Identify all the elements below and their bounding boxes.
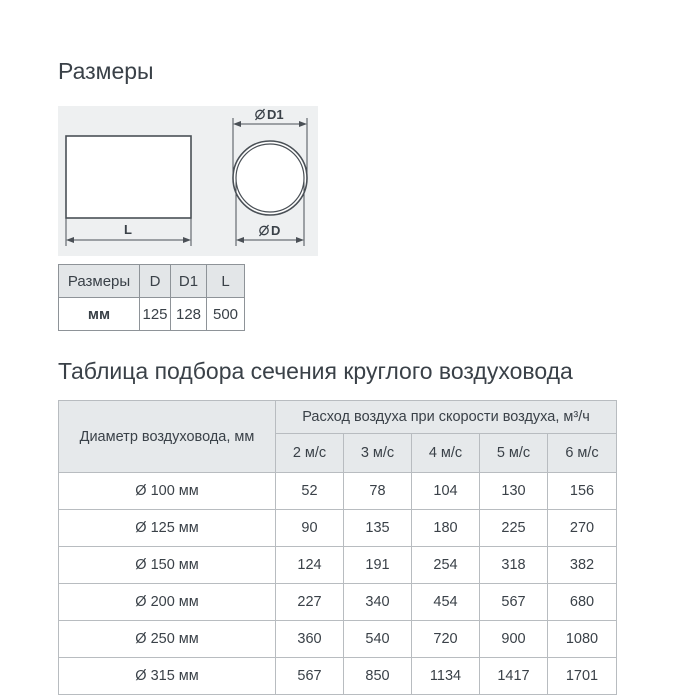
speed-header-cell: 3 м/с	[344, 434, 412, 473]
flow-cell: 52	[276, 473, 344, 510]
flow-cell: 1417	[480, 658, 548, 695]
table-row	[59, 621, 617, 658]
flow-cell: 454	[412, 584, 480, 621]
flow-cell: 540	[344, 621, 412, 658]
selection-title: Таблица подбора сечения круглого воздуховода	[58, 358, 573, 384]
diameter-cell: Ø 250 мм	[59, 621, 276, 658]
flow-cell: 900	[480, 621, 548, 658]
flow-cell: 720	[412, 621, 480, 658]
flow-cell: 180	[412, 510, 480, 547]
sizes-header-cell: Размеры	[59, 265, 140, 298]
flow-cell: 254	[412, 547, 480, 584]
flow-cell: 360	[276, 621, 344, 658]
flow-cell: 567	[480, 584, 548, 621]
diameter-header: Диаметр воздуховода, мм	[59, 401, 276, 473]
sizes-value-cell: 128	[171, 298, 207, 331]
flow-cell: 270	[548, 510, 617, 547]
duct-drawing	[58, 106, 318, 256]
sizes-value-cell: 125	[140, 298, 171, 331]
table-row	[59, 658, 617, 695]
length-label: L	[124, 222, 132, 237]
sizes-table	[58, 264, 245, 331]
flow-cell: 227	[276, 584, 344, 621]
table-row	[59, 510, 617, 547]
flow-cell: 225	[480, 510, 548, 547]
table-row	[59, 584, 617, 621]
flow-cell: 1134	[412, 658, 480, 695]
sizes-header-cell: D1	[171, 265, 207, 298]
speed-header-cell: 6 м/с	[548, 434, 617, 473]
diameter-cell: Ø 200 мм	[59, 584, 276, 621]
sizes-header-row	[59, 265, 245, 298]
flow-cell: 130	[480, 473, 548, 510]
sizes-value-row	[59, 298, 245, 331]
duct-outer-circle	[233, 141, 307, 215]
speed-header-cell: 5 м/с	[480, 434, 548, 473]
flow-header: Расход воздуха при скорости воздуха, м³/ч	[276, 401, 617, 434]
sizes-header-cell: L	[207, 265, 245, 298]
selection-header-row	[59, 401, 617, 434]
sizes-value-cell: 500	[207, 298, 245, 331]
flow-cell: 680	[548, 584, 617, 621]
flow-cell: 340	[344, 584, 412, 621]
flow-cell: 135	[344, 510, 412, 547]
diameter-cell: Ø 100 мм	[59, 473, 276, 510]
table-row	[59, 547, 617, 584]
flow-cell: 104	[412, 473, 480, 510]
dimensions-title: Размеры	[58, 58, 154, 84]
flow-cell: 382	[548, 547, 617, 584]
speed-header-cell: 2 м/с	[276, 434, 344, 473]
diameter-cell: Ø 125 мм	[59, 510, 276, 547]
flow-cell: 124	[276, 547, 344, 584]
speed-header-cell: 4 м/с	[412, 434, 480, 473]
table-row	[59, 473, 617, 510]
flow-cell: 1701	[548, 658, 617, 695]
flow-cell: 90	[276, 510, 344, 547]
d1-label: D1	[267, 107, 284, 122]
diameter-cell: Ø 150 мм	[59, 547, 276, 584]
d-label: D	[271, 223, 281, 238]
diameter-cell: Ø 315 мм	[59, 658, 276, 695]
flow-cell: 191	[344, 547, 412, 584]
flow-cell: 318	[480, 547, 548, 584]
flow-cell: 156	[548, 473, 617, 510]
flow-cell: 78	[344, 473, 412, 510]
selection-table	[58, 400, 617, 695]
flow-cell: 1080	[548, 621, 617, 658]
sizes-header-cell: D	[140, 265, 171, 298]
duct-side-view	[66, 136, 191, 218]
flow-cell: 850	[344, 658, 412, 695]
sizes-unit-cell: мм	[59, 298, 140, 331]
flow-cell: 567	[276, 658, 344, 695]
